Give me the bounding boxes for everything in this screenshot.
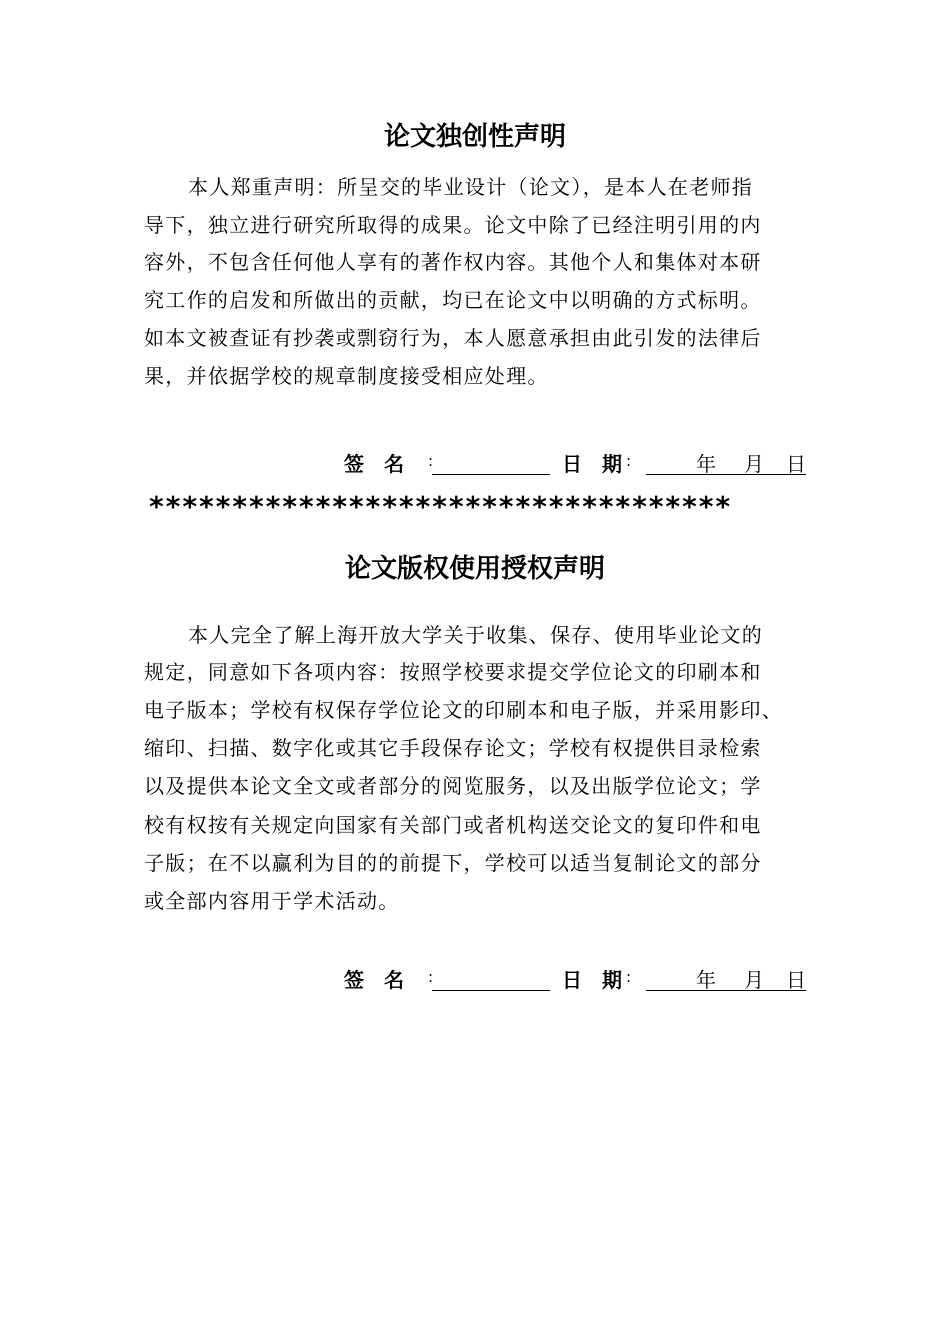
year-label: 年 [696, 452, 716, 476]
signature-date-row [344, 448, 814, 480]
authorization-line: 以及提供本论文全文或者部分的阅览服务，以及出版学位论文；学 [144, 774, 762, 798]
separator-line: *********************************** [148, 490, 732, 523]
day-label: 日 [786, 452, 806, 476]
signature-field[interactable] [432, 990, 550, 991]
signature-colon: : [428, 452, 434, 470]
signature-label: 签 名 [344, 452, 404, 476]
authorization-line: 本人完全了解上海开放大学关于收集、保存、使用毕业论文的 [188, 623, 764, 647]
date-colon: : [626, 452, 632, 470]
signature-colon: : [428, 968, 434, 986]
signature-field[interactable] [432, 474, 550, 475]
date-field[interactable] [646, 990, 806, 991]
authorization-line: 校有权按有关规定向国家有关部门或者机构送交论文的复印件和电 [144, 813, 762, 837]
day-label: 日 [786, 968, 806, 992]
date-colon: : [626, 968, 632, 986]
declaration-line: 究工作的启发和所做出的贡献，均已在论文中以明确的方式标明。 [144, 288, 762, 312]
date-label: 日 期 [562, 452, 622, 476]
authorization-line: 缩印、扫描、数字化或其它手段保存论文；学校有权提供目录检索 [144, 736, 762, 760]
authorization-line: 电子版本；学校有权保存学位论文的印刷本和电子版，并采用影印、 [144, 698, 783, 722]
authorization-line: 或全部内容用于学术活动。 [144, 889, 400, 913]
copyright-authorization-title: 论文版权使用授权声明 [344, 554, 605, 584]
month-label: 月 [744, 968, 764, 992]
date-label: 日 期 [562, 968, 622, 992]
month-label: 月 [744, 452, 764, 476]
declaration-line: 果，并依据学校的规章制度接受相应处理。 [144, 364, 549, 388]
year-label: 年 [696, 968, 716, 992]
declaration-line: 本人郑重声明：所呈交的毕业设计（论文），是本人在老师指 [188, 175, 754, 199]
originality-declaration-title: 论文独创性声明 [383, 122, 566, 152]
authorization-line: 子版；在不以赢利为目的的前提下，学校可以适当复制论文的部分 [144, 851, 762, 875]
signature-label: 签 名 [344, 968, 404, 992]
authorization-line: 规定，同意如下各项内容：按照学校要求提交学位论文的印刷本和 [144, 660, 762, 684]
declaration-line: 容外，不包含任何他人享有的著作权内容。其他个人和集体对本研 [144, 250, 762, 274]
declaration-line: 如本文被查证有抄袭或剽窃行为，本人愿意承担由此引发的法律后 [144, 326, 762, 350]
declaration-line: 导下，独立进行研究所取得的成果。论文中除了已经注明引用的内 [144, 213, 762, 237]
signature-date-row [344, 964, 814, 996]
date-field[interactable] [646, 474, 806, 475]
